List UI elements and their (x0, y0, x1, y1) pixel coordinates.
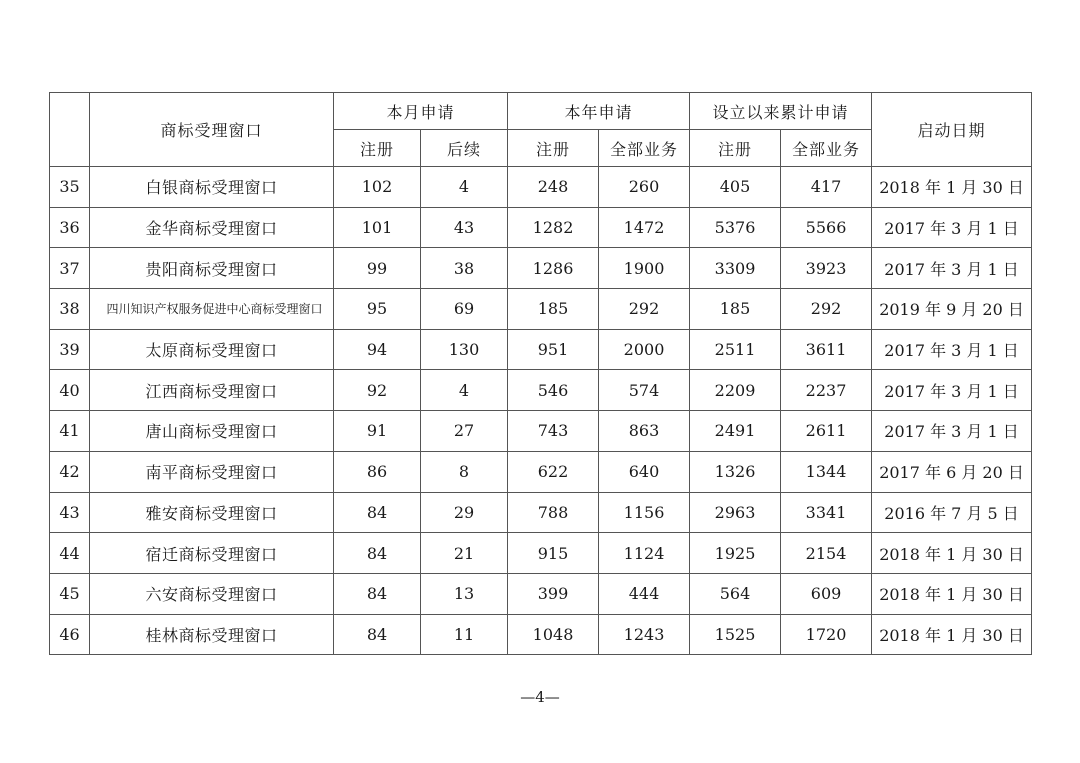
year-all-business-cell: 260 (599, 167, 690, 208)
year-register-cell: 1282 (508, 207, 599, 248)
year-all-business-cell: 444 (599, 573, 690, 614)
row-index-cell: 36 (50, 207, 90, 248)
row-index-cell: 45 (50, 573, 90, 614)
row-index-cell: 42 (50, 451, 90, 492)
month-followup-cell: 69 (421, 289, 508, 330)
year-register-cell: 399 (508, 573, 599, 614)
window-name-cell: 白银商标受理窗口 (90, 167, 334, 208)
month-followup-cell: 4 (421, 167, 508, 208)
start-date-cell: 2017 年 3 月 1 日 (872, 411, 1032, 452)
total-register-cell: 2963 (690, 492, 781, 533)
month-followup-cell: 27 (421, 411, 508, 452)
year-register-cell: 951 (508, 329, 599, 370)
page-number: —4— (520, 688, 560, 706)
total-register-cell: 564 (690, 573, 781, 614)
row-index-cell: 40 (50, 370, 90, 411)
total-all-business-cell: 609 (781, 573, 872, 614)
month-followup-cell: 29 (421, 492, 508, 533)
start-date-cell: 2018 年 1 月 30 日 (872, 167, 1032, 208)
month-followup-cell: 4 (421, 370, 508, 411)
month-register-cell: 86 (334, 451, 421, 492)
total-register-cell: 2491 (690, 411, 781, 452)
total-register-cell: 3309 (690, 248, 781, 289)
month-followup-cell: 130 (421, 329, 508, 370)
table-row (50, 329, 1032, 370)
window-name-cell: 桂林商标受理窗口 (90, 614, 334, 655)
year-register-cell: 915 (508, 533, 599, 574)
month-register-cell: 84 (334, 614, 421, 655)
total-all-business-cell: 2237 (781, 370, 872, 411)
window-name-cell: 六安商标受理窗口 (90, 573, 334, 614)
month-register-cell: 94 (334, 329, 421, 370)
table-row (50, 533, 1032, 574)
table-row (50, 207, 1032, 248)
cumulative-applications-header: 设立以来累计申请 (690, 93, 872, 130)
row-index-cell: 38 (50, 289, 90, 330)
total-all-business-cell: 3611 (781, 329, 872, 370)
total-register-header: 注册 (690, 130, 781, 167)
month-followup-cell: 43 (421, 207, 508, 248)
table-body (50, 167, 1032, 655)
year-register-cell: 622 (508, 451, 599, 492)
year-register-cell: 1286 (508, 248, 599, 289)
month-followup-cell: 21 (421, 533, 508, 574)
year-all-business-cell: 292 (599, 289, 690, 330)
month-followup-cell: 11 (421, 614, 508, 655)
month-register-cell: 95 (334, 289, 421, 330)
table-row (50, 411, 1032, 452)
total-all-business-cell: 1344 (781, 451, 872, 492)
month-register-cell: 99 (334, 248, 421, 289)
header-row-1 (50, 93, 1032, 130)
table-row (50, 451, 1032, 492)
year-all-business-cell: 1900 (599, 248, 690, 289)
year-all-business-cell: 1156 (599, 492, 690, 533)
start-date-cell: 2017 年 3 月 1 日 (872, 329, 1032, 370)
row-index-cell: 35 (50, 167, 90, 208)
row-index-cell: 37 (50, 248, 90, 289)
year-all-business-cell: 1472 (599, 207, 690, 248)
row-index-cell: 44 (50, 533, 90, 574)
total-register-cell: 405 (690, 167, 781, 208)
start-date-header: 启动日期 (872, 93, 1032, 167)
window-name-cell: 雅安商标受理窗口 (90, 492, 334, 533)
window-name-cell: 江西商标受理窗口 (90, 370, 334, 411)
table-row (50, 167, 1032, 208)
year-register-header: 注册 (508, 130, 599, 167)
month-register-cell: 84 (334, 492, 421, 533)
year-all-business-cell: 863 (599, 411, 690, 452)
year-register-cell: 743 (508, 411, 599, 452)
table-row (50, 248, 1032, 289)
total-register-cell: 2209 (690, 370, 781, 411)
start-date-cell: 2017 年 3 月 1 日 (872, 370, 1032, 411)
total-all-business-cell: 292 (781, 289, 872, 330)
year-register-cell: 185 (508, 289, 599, 330)
month-register-cell: 84 (334, 533, 421, 574)
month-applications-header: 本月申请 (334, 93, 508, 130)
row-index-cell: 46 (50, 614, 90, 655)
total-all-business-cell: 3923 (781, 248, 872, 289)
window-name-cell: 贵阳商标受理窗口 (90, 248, 334, 289)
table-row (50, 573, 1032, 614)
index-header (50, 93, 90, 167)
start-date-cell: 2018 年 1 月 30 日 (872, 533, 1032, 574)
window-name-cell: 太原商标受理窗口 (90, 329, 334, 370)
start-date-cell: 2019 年 9 月 20 日 (872, 289, 1032, 330)
start-date-cell: 2017 年 3 月 1 日 (872, 248, 1032, 289)
total-register-cell: 1326 (690, 451, 781, 492)
total-register-cell: 1925 (690, 533, 781, 574)
month-followup-header: 后续 (421, 130, 508, 167)
total-register-cell: 5376 (690, 207, 781, 248)
year-register-cell: 1048 (508, 614, 599, 655)
total-all-business-cell: 1720 (781, 614, 872, 655)
table-row (50, 289, 1032, 330)
month-followup-cell: 8 (421, 451, 508, 492)
start-date-cell: 2017 年 3 月 1 日 (872, 207, 1032, 248)
year-all-business-cell: 574 (599, 370, 690, 411)
window-name-cell: 四川知识产权服务促进中心商标受理窗口 (90, 289, 334, 330)
start-date-cell: 2018 年 1 月 30 日 (872, 614, 1032, 655)
year-all-business-cell: 1243 (599, 614, 690, 655)
row-index-cell: 41 (50, 411, 90, 452)
year-applications-header: 本年申请 (508, 93, 690, 130)
table-row (50, 492, 1032, 533)
month-followup-cell: 38 (421, 248, 508, 289)
total-all-business-cell: 3341 (781, 492, 872, 533)
total-all-business-cell: 2154 (781, 533, 872, 574)
start-date-cell: 2017 年 6 月 20 日 (872, 451, 1032, 492)
total-register-cell: 1525 (690, 614, 781, 655)
year-register-cell: 248 (508, 167, 599, 208)
total-register-cell: 185 (690, 289, 781, 330)
month-register-cell: 102 (334, 167, 421, 208)
total-all-business-cell: 417 (781, 167, 872, 208)
month-register-cell: 92 (334, 370, 421, 411)
table-row (50, 614, 1032, 655)
start-date-cell: 2018 年 1 月 30 日 (872, 573, 1032, 614)
month-register-cell: 91 (334, 411, 421, 452)
total-all-business-cell: 5566 (781, 207, 872, 248)
total-all-business-cell: 2611 (781, 411, 872, 452)
year-register-cell: 546 (508, 370, 599, 411)
year-all-business-cell: 1124 (599, 533, 690, 574)
row-index-cell: 43 (50, 492, 90, 533)
month-register-cell: 101 (334, 207, 421, 248)
total-all-business-header: 全部业务 (781, 130, 872, 167)
window-name-header: 商标受理窗口 (90, 93, 334, 167)
window-name-cell: 南平商标受理窗口 (90, 451, 334, 492)
trademark-window-table (49, 92, 1032, 655)
window-name-cell: 宿迁商标受理窗口 (90, 533, 334, 574)
year-all-business-header: 全部业务 (599, 130, 690, 167)
window-name-cell: 金华商标受理窗口 (90, 207, 334, 248)
month-followup-cell: 13 (421, 573, 508, 614)
row-index-cell: 39 (50, 329, 90, 370)
table-row (50, 370, 1032, 411)
year-register-cell: 788 (508, 492, 599, 533)
month-register-header: 注册 (334, 130, 421, 167)
month-register-cell: 84 (334, 573, 421, 614)
total-register-cell: 2511 (690, 329, 781, 370)
window-name-cell: 唐山商标受理窗口 (90, 411, 334, 452)
year-all-business-cell: 640 (599, 451, 690, 492)
start-date-cell: 2016 年 7 月 5 日 (872, 492, 1032, 533)
year-all-business-cell: 2000 (599, 329, 690, 370)
